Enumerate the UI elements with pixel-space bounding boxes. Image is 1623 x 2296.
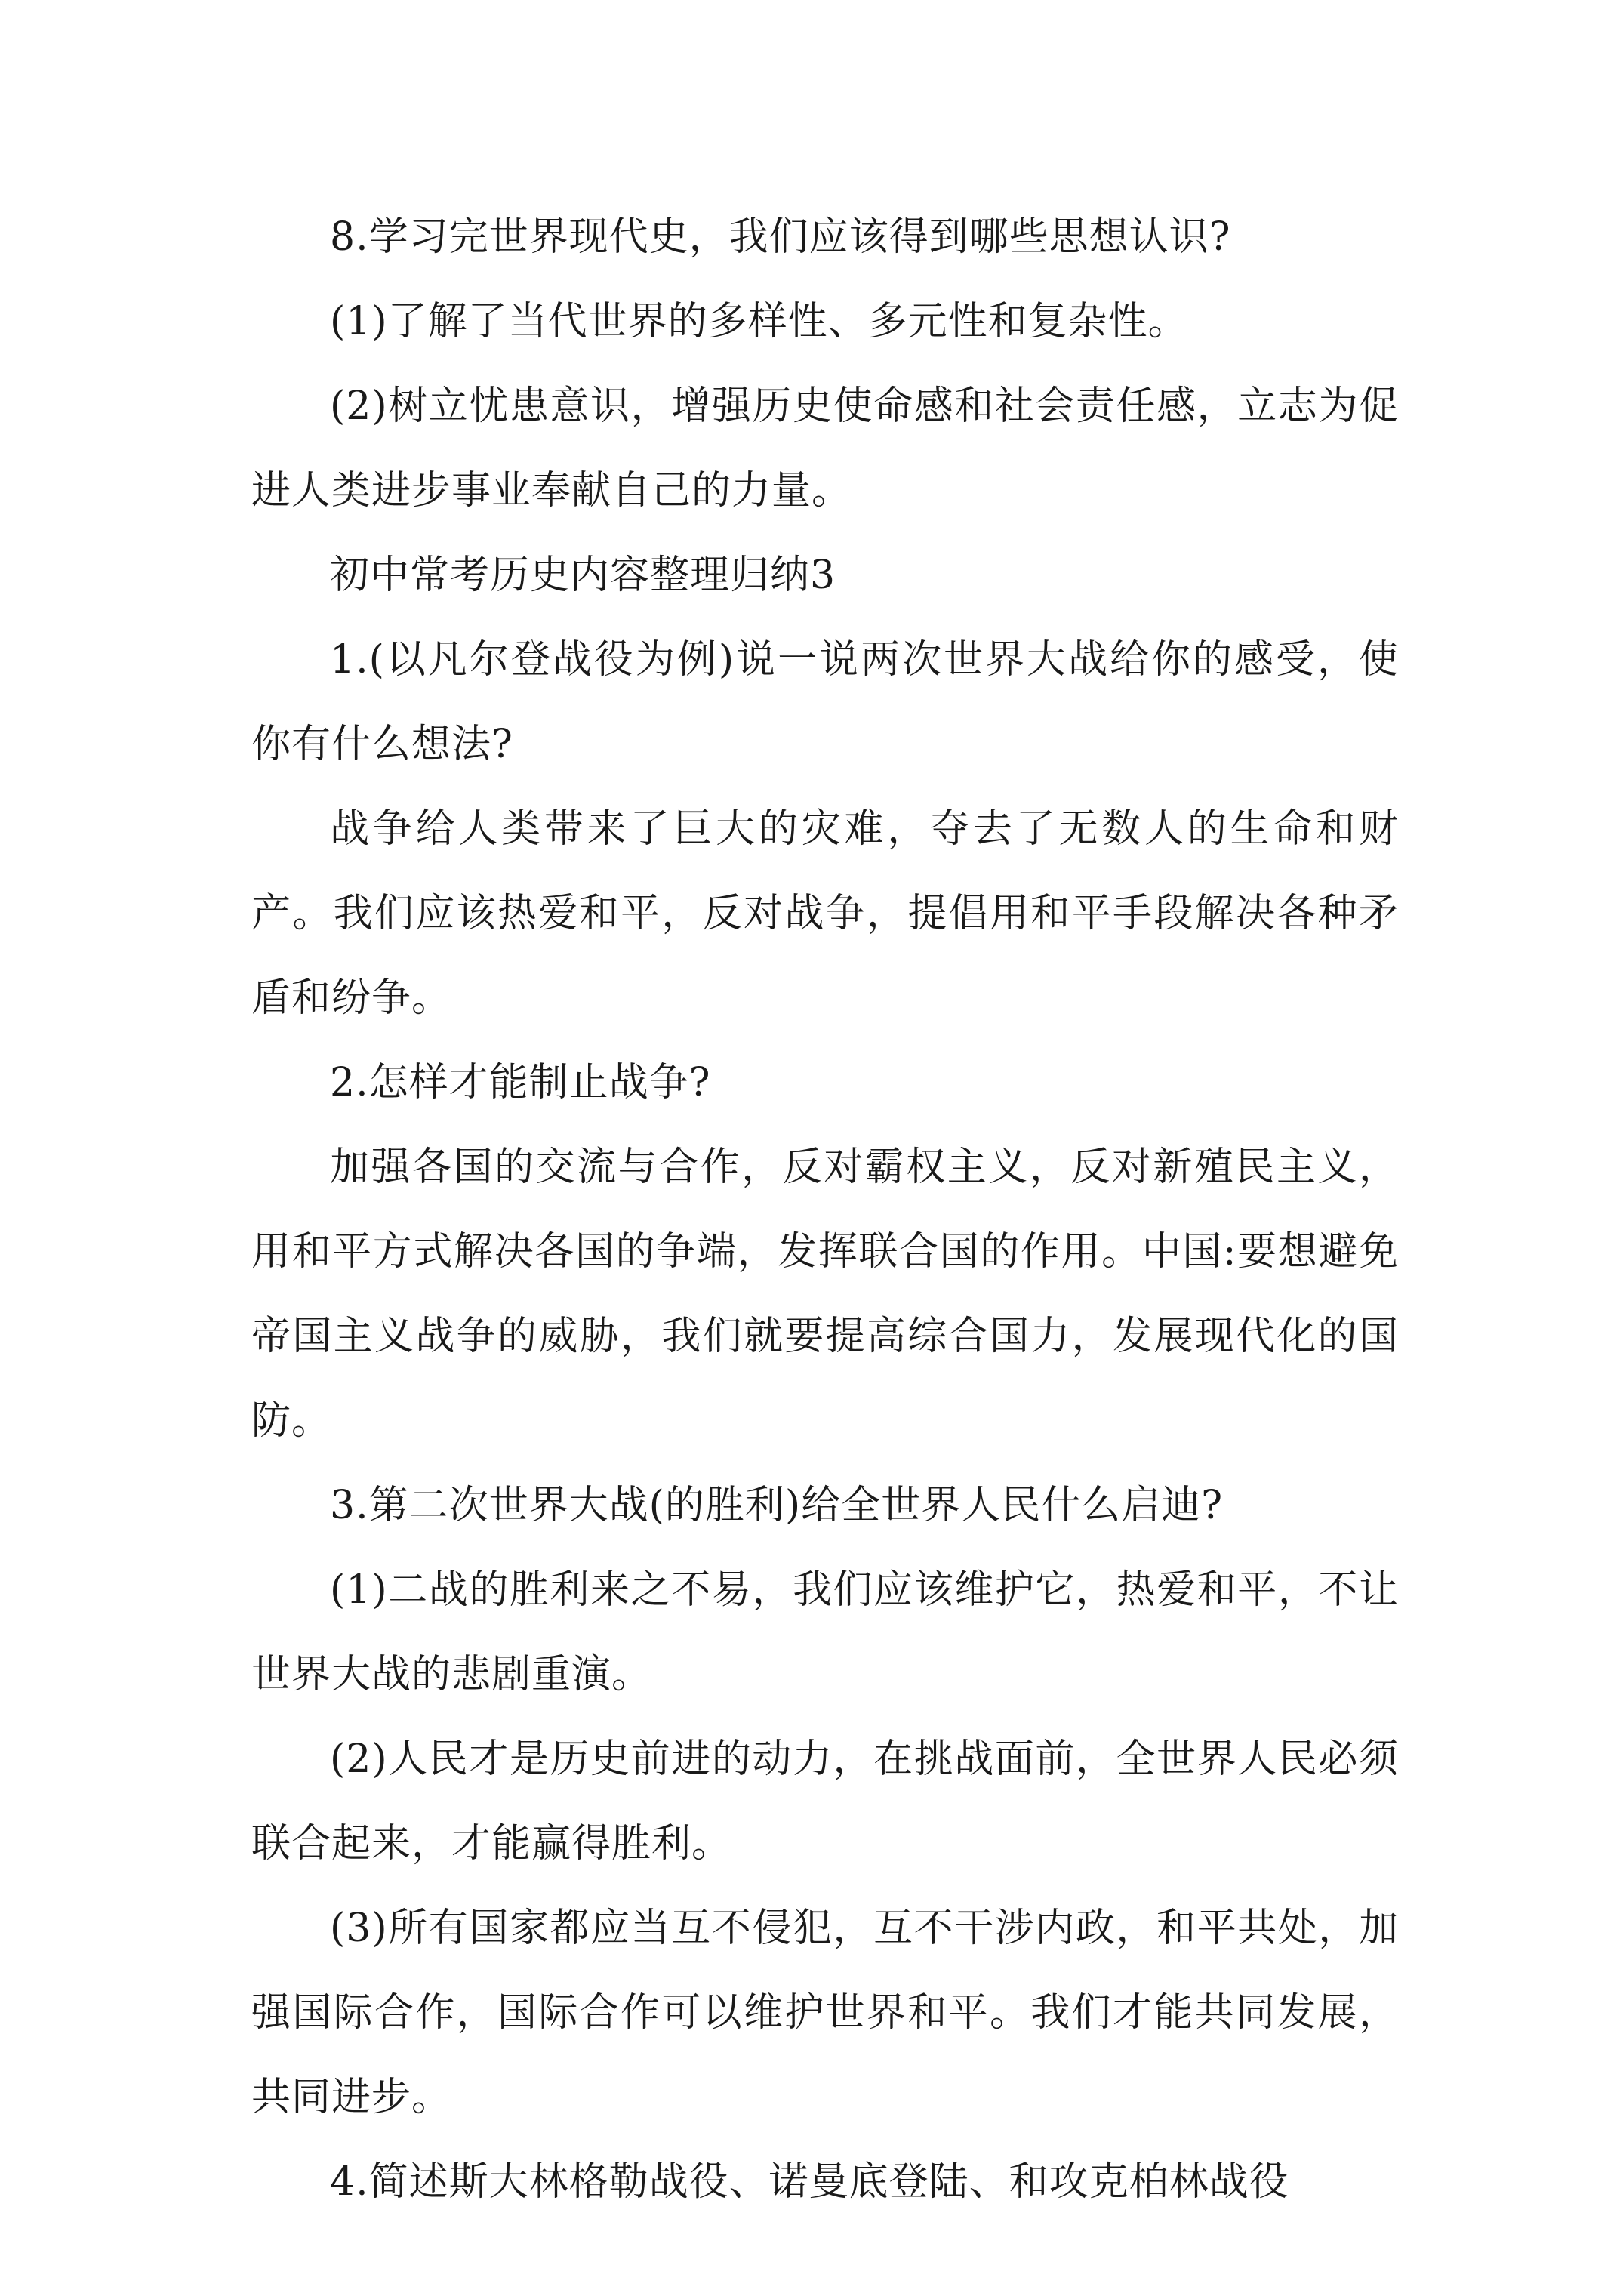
answer-3-point-2: (2)人民才是历史前进的动力，在挑战面前，全世界人民必须联合起来，才能赢得胜利。 — [251, 1737, 1399, 1866]
question-2: 2.怎样才能制止战争? — [330, 1060, 711, 1105]
answer-8-point-1: (1)了解了当代世界的多样性、多元性和复杂性。 — [330, 299, 1188, 344]
answer-1: 战争给人类带来了巨大的灾难，夺去了无数人的生命和财产。我们应该热爱和平，反对战争，提倡用和平手段解决各种矛盾和纷争。 — [251, 806, 1399, 1021]
question-8: 8.学习完世界现代史，我们应该得到哪些思想认识? — [330, 214, 1231, 260]
answer-3-point-3: (3)所有国家都应当互不侵犯，互不干涉内政，和平共处，加强国际合作，国际合作可以维护世界和平。我们才能共同发展，共同进步。 — [251, 1906, 1399, 2120]
answer-8-point-2: (2)树立忧患意识，增强历史使命感和社会责任感，立志为促进人类进步事业奉献自己的力量。 — [251, 384, 1399, 513]
answer-3-point-1: (1)二战的胜利来之不易，我们应该维护它，热爱和平，不让世界大战的悲剧重演。 — [251, 1567, 1399, 1697]
document-body — [251, 195, 1399, 2224]
question-4: 4.简述斯大林格勒战役、诺曼底登陆、和攻克柏林战役 — [330, 2159, 1289, 2205]
section-heading: 初中常考历史内容整理归纳3 — [330, 553, 836, 598]
answer-2: 加强各国的交流与合作，反对霸权主义，反对新殖民主义，用和平方式解决各国的争端，发挥联合国的作用。中国:要想避免帝国主义战争的威胁，我们就要提高综合国力，发展现代化的国防。 — [251, 1145, 1399, 1444]
question-3: 3.第二次世界大战(的胜利)给全世界人民什么启迪? — [330, 1483, 1224, 1528]
question-1: 1.(以凡尔登战役为例)说一说两次世界大战给你的感受，使你有什么想法? — [251, 637, 1399, 767]
